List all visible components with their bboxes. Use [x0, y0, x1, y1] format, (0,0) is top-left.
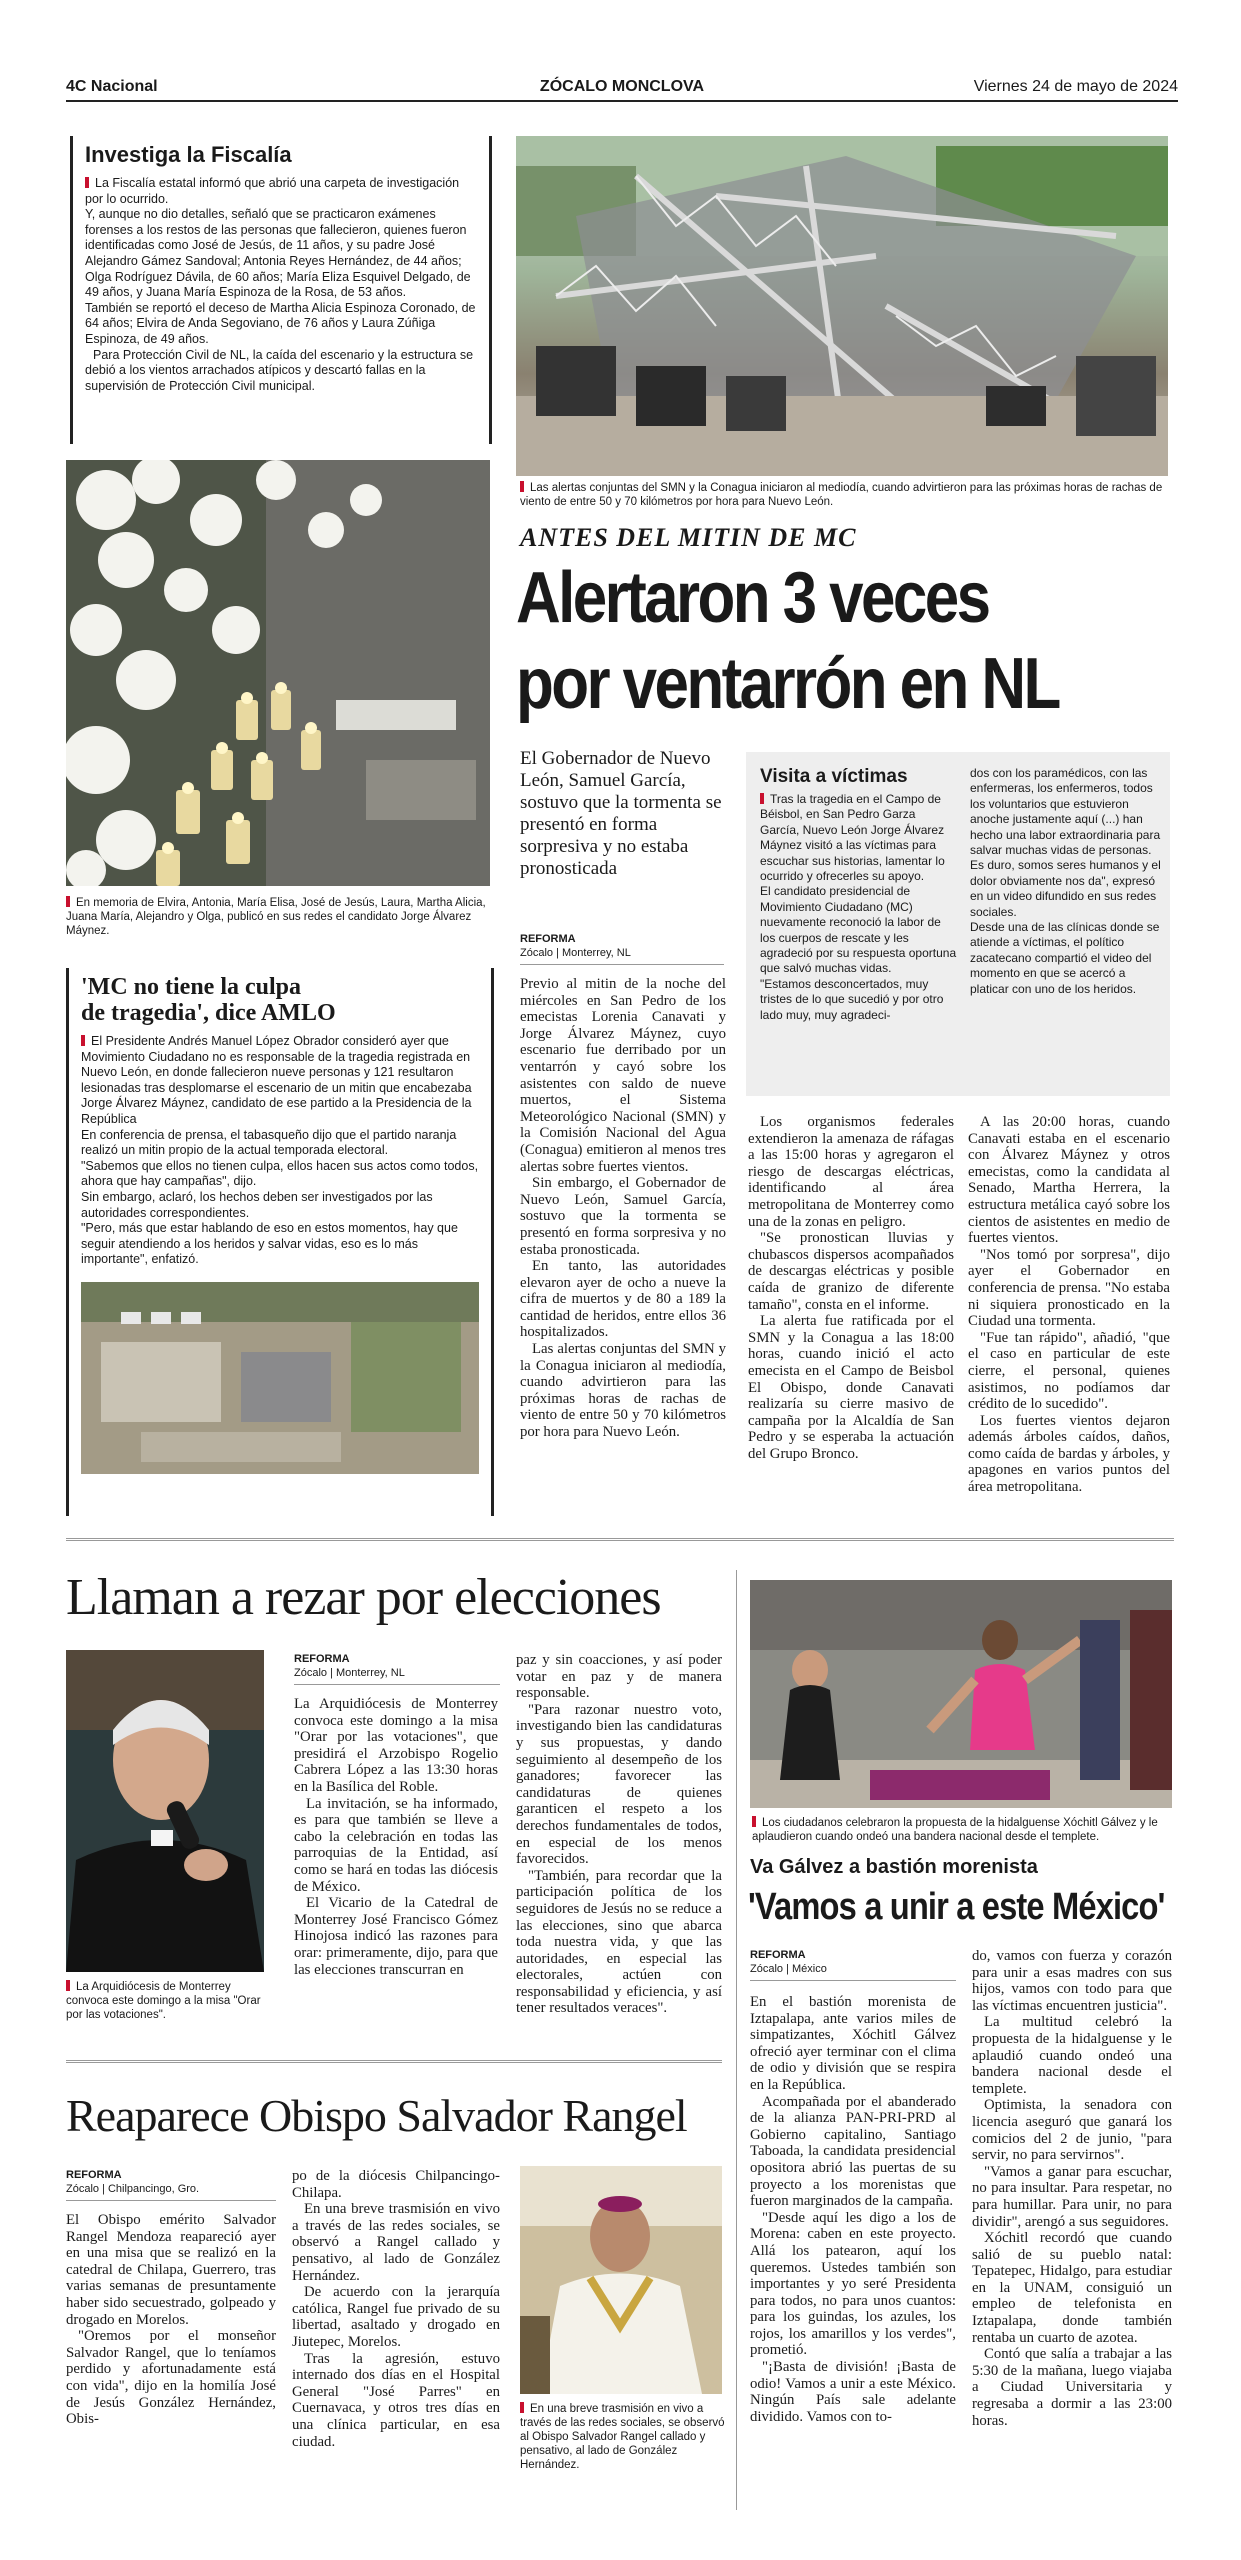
rangel-col-2: po de la diócesis Chilpancingo-Chilapa. En una breve trasmisión en vivo a través de las redes sociales, se observó a Rangel callado y pensativo, al lado de González Hernández. De acuerdo con la jerarquía católica, Rangel fue privado de su libertad, asaltado y drogado en Jiutepec, Morelos. Tras la agresión, estuvo internado dos días en el Hospital General "José Parres" en Cuernavaca, y otros tres días en una clínica particular, en esa ciudad. [292, 2168, 500, 2450]
main-col-1: Previo al mitin de la noche del miércoles en San Pedro de los emecistas Lorenia Canavati y Jorge Álvarez Máynez, cuyo escenario fue derribado por un ventarrón y cayó sobre los asistentes con saldo de nueve muertos, el Sistema Meteorológico Nacional (SMN) y la Comisión Nacional del Agua (Conagua) emitieron al menos tres alertas sobre fuertes vientos. Sin embargo, el Gobernador de Nuevo León, Samuel García, sostuvo que la tormenta se presentó en forma sorpresiva y no estaba pronosticada. En tanto, las autoridades elevaron ayer de ocho a nueve la cifra de muertos y de 80 a 189 la cantidad de heridos, entre ellos 36 hospitalizados. Las alertas conjuntas del SMN y la Conagua iniciaron al mediodía, cuando advirtieron para las próximas horas de rachas de viento de entre 50 y 70 kilómetros por hora para Nuevo León. [520, 976, 726, 1441]
archbishop-photo [66, 1650, 264, 1972]
rezar-col-1: La Arquidiócesis de Monterrey convoca este domingo a la misa "Orar por las votaciones", que presidirá el Arzobispo Rogelio Cabrera López a las 13:30 horas en la Basílica del Roble. La invitación, se ha informado, es para que también se lleve a cabo la celebración en todas las parroquias de la Entidad, así como se hará en todas las diócesis de México. El Vicario de la Catedral de Monterrey José Francisco Gómez Hinojosa indicó las razones para orar: primeramente, dijo, para que las elecciones transcurran en [294, 1696, 498, 1978]
archbishop-caption: La Arquidiócesis de Monterrey convoca este domingo a la misa "Orar por las votaciones". [66, 1981, 261, 2021]
fiscalia-text: La Fiscalía estatal informó que abrió una carpeta de investigación por lo ocurrido. Y, aunque no dio detalles, señaló que se practicaron exámenes forenses a los restos de las personas que fallecieron, quienes fueron identificadas como José de Jesús, de 11 años, y su padre José Alejandro Gámez Sandoval; Antonia Reyes Hernández, de 44 años; Olga Rodríguez Dávila, de 60 años; María Eliza Esquivel Delgado, de 49 años, y Juana María Espinoza de la Rosa, de 53 años. También se reportó el deceso de Martha Alicia Espinoza Coronado, de 64 años; Elvira de Anda Segoviano, de 76 años y Laura Zúñiga Espinoza, de 49 años. Para Protección Civil de NL, la caída del escenario y la estructura se debió a los vientos arrachados atípicos y descartó fallas en la supervisión de Protección Civil municipal. [85, 176, 476, 393]
page-header [66, 78, 1178, 102]
red-marker-icon [81, 1035, 85, 1046]
fiscalia-title: Investiga la Fiscalía [85, 142, 292, 167]
main-deck: El Gobernador de Nuevo León, Samuel García, sostuvo que la tormenta se presentó en forma sorpresiva y no estaba pronosticada [520, 748, 722, 879]
visita-victimas-box [746, 752, 1170, 1096]
galvez-photo-caption: Los ciudadanos celebraron la propuesta de la hidalguense Xóchitl Gálvez y le aplaudieron cuando ondeó una bandera nacional desde el templete. [752, 1817, 1158, 1843]
red-marker-icon [520, 2402, 524, 2413]
main-byline: REFORMA Zócalo | Monterrey, NL [520, 932, 724, 975]
aerial-site-photo [81, 1282, 479, 1474]
galvez-kicker: Va Gálvez a bastión morenista [750, 1856, 1038, 1878]
victimas-title: Visita a víctimas [760, 766, 908, 787]
red-marker-icon [85, 177, 89, 188]
bishop-rangel-photo [520, 2166, 722, 2394]
column-rule [736, 1570, 737, 2510]
fiscalia-box [70, 136, 492, 444]
red-marker-icon [66, 896, 70, 907]
stage-collapse-photo [516, 136, 1168, 476]
galvez-byline: REFORMA Zócalo | México [750, 1948, 956, 1991]
issue-date: Viernes 24 de mayo de 2024 [973, 78, 1178, 95]
amlo-text: El Presidente Andrés Manuel López Obrador consideró ayer que Movimiento Ciudadano no es responsable de la tragedia registrada en Nuevo León, en donde fallecieron nueve personas y 121 resultaron lesionadas tras desplomarse el escenario de un mitin que encabezaba Jorge Álvarez Máynez, candidato de ese partido a la Presidencia de la República En conferencia de prensa, el tabasqueño dijo que el partido naranja realizó un mitin propio de la actual temporada electoral. "Sabemos que ellos no tienen culpa, ellos hacen sus actos como todos, ahora que hay campañas", dijo. Sin embargo, aclaró, los hechos deben ser investigados por las autoridades correspondientes. "Pero, más que estar hablando de eso en estos momentos, hay que seguir atendiendo a los heridos y salvar vidas, eso es lo más importante", enfatizó. [81, 1034, 479, 1267]
victimas-col-1: Tras la tragedia en el Campo de Béisbol, en San Pedro Garza García, Nuevo León Jorge Álvarez Máynez visitó a las víctimas para escuchar sus historias, lamentar lo ocurrido y ofrecerles su apoyo. El candidato presidencial de Movimiento Ciudadano (MC) nuevamente reconoció la labor de los cuerpos de rescate y les agradeció por su respuesta oportuna que salvó muchas vidas. "Estamos desconcertados, muy tristes de lo que sucedió y por otro lado muy, muy agradeci- [760, 792, 957, 1022]
red-marker-icon [66, 1980, 70, 1991]
galvez-col-2: do, vamos con fuerza y corazón para unir a esas madres con sus hijos, vamos con todo para que las víctimas encuentren justicia". La multitud celebró la propuesta de la hidalguense y le aplaudió cuando ondeó una bandera nacional desde el templete. Optimista, la senadora con licencia aseguró que ganará los comicios del 2 de junio, "para servir, no para servirnos". "Vamos a ganar para escuchar, no para insultar. Para respetar, no para humillar. Para unir, no para dividir", arengó a sus seguidores. Xóchitl recordó que cuando salió de su pueblo natal: Tepatepec, Hidalgo, para estudiar en la UNAM, consiguió un empleo de telefonista en Iztapalapa, donde también rentaba un cuarto de azotea. Contó que salía a trabajar a las 5:30 de la mañana, luego viajaba a Ciudad Universitaria y regresaba a dormir a las 23:00 horas. [972, 1948, 1172, 2429]
inner-divider [66, 2060, 722, 2063]
main-headline: Alertaron 3 veces por ventarrón en NL [516, 558, 1059, 724]
galvez-headline: 'Vamos a unir a este México' [748, 1886, 1165, 1928]
rangel-col-1: El Obispo emérito Salvador Rangel Mendoza reapareció ayer en una misa que se realizó en la catedral de Chilapa, Guerrero, tras varias semanas de presuntamente haber sido secuestrado, golpeado y drogado en Morelos. "Oremos por el monseñor Salvador Rangel, que lo teníamos perdido y afortunadamente está con vida", dijo en la homilía José de Jesús González Hernández, Obis- [66, 2212, 276, 2428]
section-label: 4C Nacional [66, 78, 158, 95]
stage-photo-caption: Las alertas conjuntas del SMN y la Conagua iniciaron al mediodía, cuando advirtieron para las próximas horas de rachas de viento de entre 50 y 70 kilómetros por hora para Nuevo León. [520, 482, 1163, 508]
galvez-rally-photo [750, 1580, 1172, 1808]
memorial-flowers-photo [66, 460, 490, 886]
red-marker-icon [760, 793, 764, 804]
rezar-col-2: paz y sin coacciones, y así poder votar en paz y de manera responsable. "Para razonar nuestro voto, investigando bien las candidaturas y sus propuestas, y dando seguimiento al desempeño de los ganadores; favorecer las candidaturas de quienes garanticen el respeto a los derechos fundamentales de todos, en especial de los menos favorecidos. "También, para recordar que la participación política de los seguidores de Jesús no se reduce a las elecciones, sino que abarca toda nuestra vida, y que las autoridades, en especial las electorales, actúen con responsabilidad y eficiencia, y así tener resultados veraces". [516, 1652, 722, 2017]
red-marker-icon [520, 481, 524, 492]
galvez-col-1: En el bastión morenista de Iztapalapa, ante varios miles de simpatizantes, Xóchitl Gálvez ofreció ayer terminar con el clima de odio y división que se respira en la República. Acompañada por el abanderado de la alianza PAN-PRI-PRD al Gobierno capitalino, Santiago Taboada, la candidata presidencial opositora abrió las puertas de su proyecto a los morenistas que fueron marginados de la campaña. "Desde aquí les digo a los de Morena: caben en este proyecto. Allá los patearon, aquí los queremos. Ustedes también son importantes y yo seré Presidenta para todos, no para unos cuantos: para los guindas, los azules, los rojos, los amarillos y los verdes", prometió. "¡Basta de división! ¡Basta de odio! Vamos a unir a este México. Ningún País sale adelante dividido. Vamos con to- [750, 1994, 956, 2425]
main-kicker: ANTES DEL MITIN DE MC [520, 523, 857, 552]
rezar-headline: Llaman a rezar por elecciones [66, 1569, 661, 1626]
flowers-caption: En memoria de Elvira, Antonia, María Elisa, José de Jesús, Laura, Martha Alicia, Juana María, Alejandro y Olga, publicó en sus redes el candidato Jorge Álvarez Máynez. [66, 897, 486, 937]
amlo-title: 'MC no tiene la culpa de tragedia', dice AMLO [81, 974, 336, 1026]
rangel-byline: REFORMA Zócalo | Chilpancingo, Gro. [66, 2168, 276, 2211]
main-col-2: Los organismos federales extendieron la amenaza de ráfagas a las 15:00 horas y agregaron el riesgo de descargas eléctricas, identificando al área metropolitana de Monterrey como una de la zonas en peligro. "Se pronostican lluvias y chubascos dispersos acompañados de descargas eléctricas y posible caída de granizo de diferente tamaño", consta en el informe. La alerta fue ratificada por el SMN y la Conagua a las 18:00 horas, cuando inició el acto emecista en el Campo de Beisbol El Obispo, donde Canavati realizaría su cierre masivo de campaña por la Alcaldía de San Pedro y se esperaba la actuación del Grupo Bronco. [748, 1114, 954, 1462]
victimas-col-2: dos con los paramédicos, con las enfermeras, los enfermeros, todos los voluntarios que estuvieron anoche justamente aquí (...) han hecho una labor extraordinaria para salvar muchas vidas de personas. Es duro, somos seres humanos y el dolor obviamente nos da", expresó en un video difundido en sus redes sociales. Desde una de las clínicas donde se atiende a víctimas, el político zacatecano compartió el video del momento en que se acercó a platicar con uno de los heridos. [970, 766, 1161, 996]
rangel-caption: En una breve trasmisión en vivo a través de las redes sociales, se observó al Obispo Salvador Rangel callado y pensativo, al lado de González Hernández. [520, 2403, 725, 2471]
newspaper-name: ZÓCALO MONCLOVA [539, 78, 705, 95]
red-marker-icon [752, 1816, 756, 1827]
rezar-byline: REFORMA Zócalo | Monterrey, NL [294, 1652, 500, 1695]
amlo-box [66, 968, 494, 1516]
main-col-3: A las 20:00 horas, cuando Canavati estaba en el escenario con Álvarez Máynez y otros emecistas, como la candidata al Senado, Martha Herrera, la estructura metálica cayó sobre los cientos de asistentes en medio de fuertes vientos. "Nos tomó por sorpresa", dijo ayer el Gobernador en conferencia de prensa. "No estaba ni siquiera pronosticado en la Ciudad una tormenta. "Fue tan rápido", añadió, "que el caso en particular de este cierre, el personal, quienes asistimos, no podíamos dar crédito de lo sucedido". Los fuertes vientos dejaron además árboles caídos, daños, como caída de bardas y árboles, y apagones en varios puntos del área metropolitana. [968, 1114, 1170, 1496]
rangel-headline: Reaparece Obispo Salvador Rangel [66, 2090, 687, 2141]
section-divider [66, 1538, 1174, 1541]
